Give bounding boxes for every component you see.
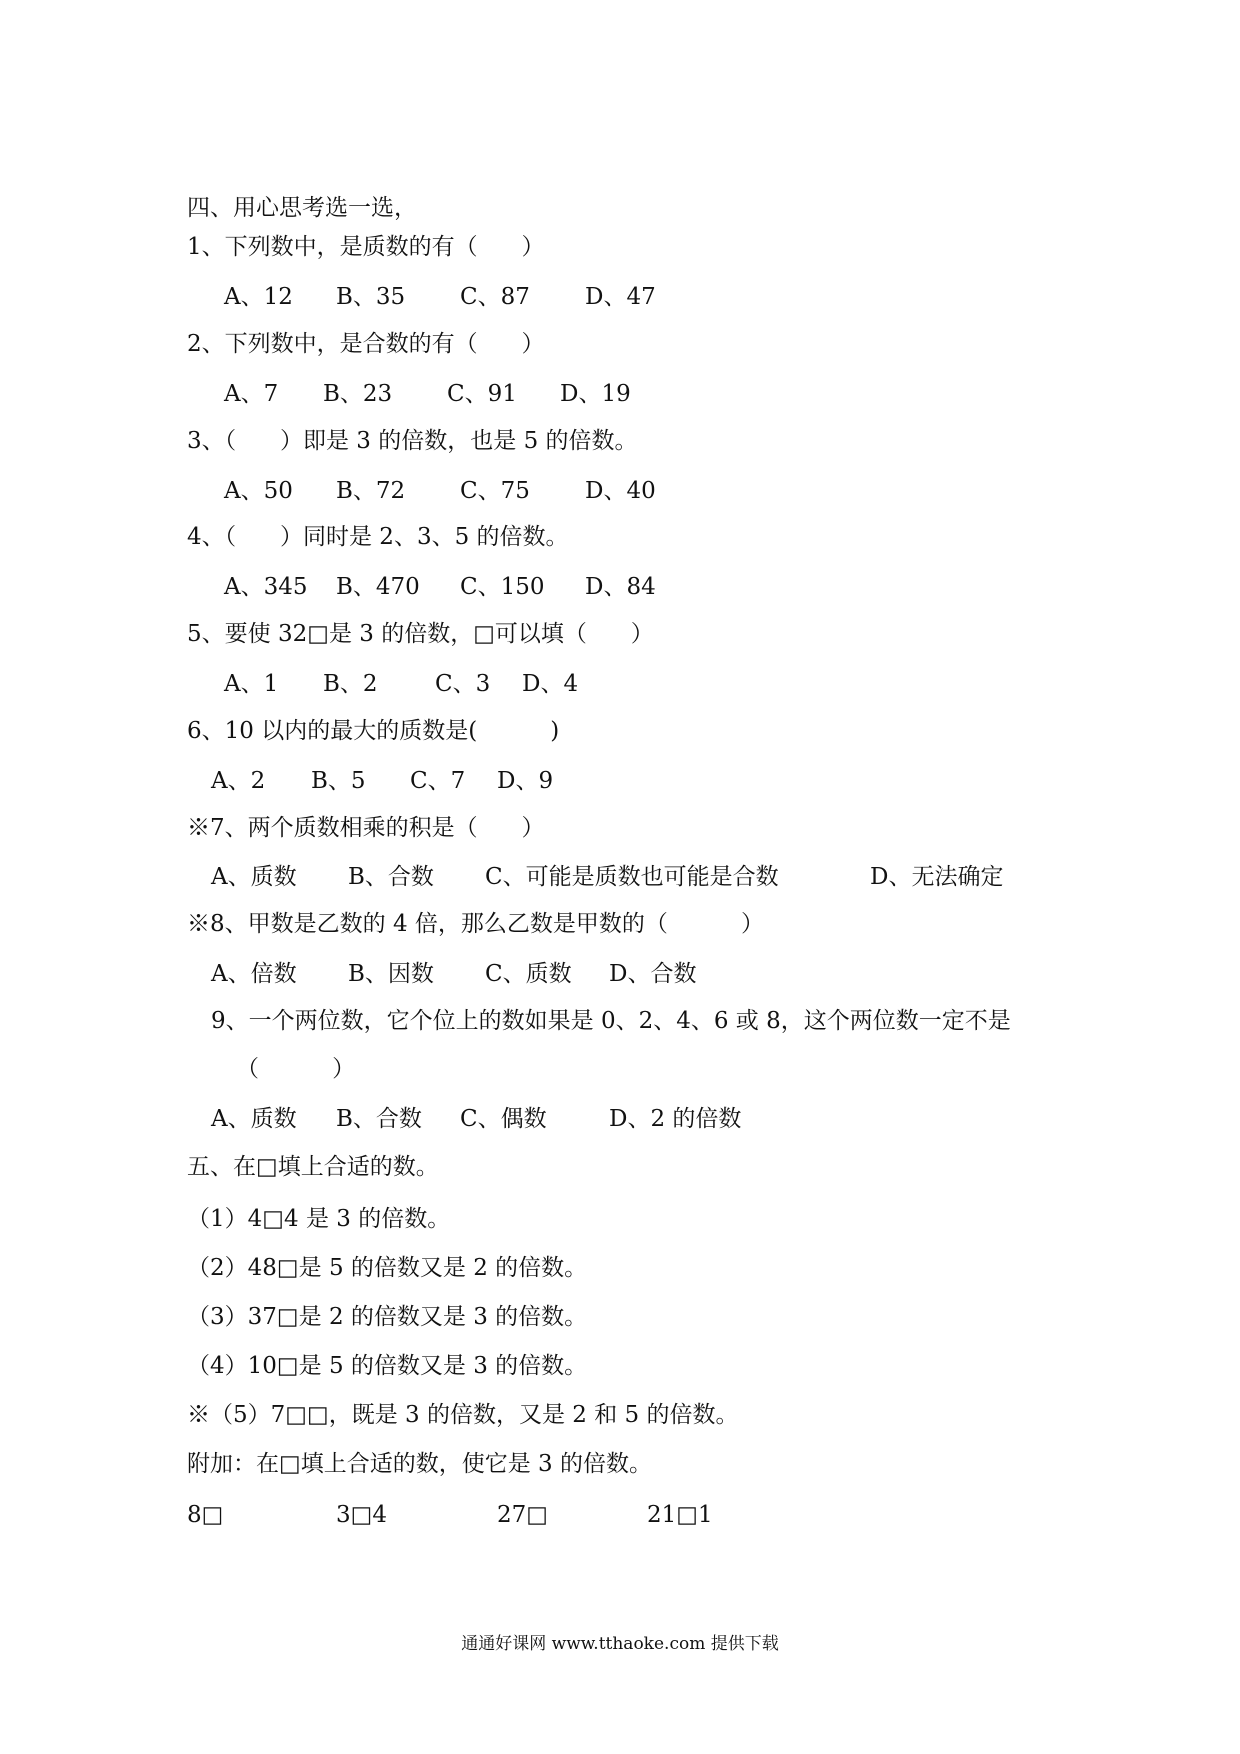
question-2-option-a: A、7 — [224, 381, 279, 407]
question-9-option-c: C、偶数 — [460, 1106, 547, 1132]
question-8-option-a: A、倍数 — [211, 961, 297, 987]
question-9-blank: （ ） — [236, 1056, 356, 1082]
question-4-option-c: C、150 — [460, 574, 545, 600]
question-3-option-d: D、40 — [585, 478, 656, 504]
question-6-option-c: C、7 — [410, 768, 466, 794]
question-3-option-b: B、72 — [336, 478, 406, 504]
question-2-stem: 2、下列数中，是合数的有（ ） — [187, 331, 545, 357]
question-9-option-a: A、质数 — [211, 1106, 297, 1132]
section5-item-2: （2）48□是 5 的倍数又是 2 的倍数。 — [187, 1255, 588, 1281]
question-1-option-a: A、12 — [224, 284, 293, 310]
section5-item-5: ※（5）7□□，既是 3 的倍数，又是 2 和 5 的倍数。 — [187, 1402, 739, 1428]
question-3-stem: 3、（ ）即是 3 的倍数，也是 5 的倍数。 — [187, 428, 638, 454]
section5-item-4: （4）10□是 5 的倍数又是 3 的倍数。 — [187, 1353, 588, 1379]
extra-item-1: 8□ — [187, 1502, 224, 1528]
question-7-option-a: A、质数 — [211, 864, 297, 890]
question-7-option-b: B、合数 — [348, 864, 434, 890]
question-2-option-d: D、19 — [560, 381, 631, 407]
question-8-option-c: C、质数 — [485, 961, 572, 987]
section5-item-1: （1）4□4 是 3 的倍数。 — [187, 1206, 451, 1232]
question-1-stem: 1、下列数中，是质数的有（ ） — [187, 234, 545, 260]
question-5-option-a: A、1 — [224, 671, 279, 697]
question-6-stem: 6、10 以内的最大的质数是( ) — [187, 718, 560, 744]
question-2-option-c: C、91 — [447, 381, 517, 407]
question-2-option-b: B、23 — [323, 381, 393, 407]
question-4-stem: 4、（ ）同时是 2、3、5 的倍数。 — [187, 524, 569, 550]
question-9-stem: 9、一个两位数，它个位上的数如果是 0、2、4、6 或 8，这个两位数一定不是 — [211, 1008, 1011, 1034]
question-4-option-b: B、470 — [336, 574, 420, 600]
footer-source-text: 通通好课网 www.tthaoke.com 提供下载 — [461, 1634, 779, 1654]
question-4-option-a: A、345 — [224, 574, 308, 600]
section4-title: 四、用心思考选一选， — [187, 195, 417, 221]
section5-item-3: （3）37□是 2 的倍数又是 3 的倍数。 — [187, 1304, 588, 1330]
question-6-option-d: D、9 — [497, 768, 554, 794]
question-8-option-b: B、因数 — [348, 961, 434, 987]
question-5-option-d: D、4 — [522, 671, 579, 697]
question-6-option-a: A、2 — [211, 768, 266, 794]
question-7-stem: ※7、两个质数相乘的积是（ ） — [187, 815, 545, 841]
question-4-option-d: D、84 — [585, 574, 656, 600]
extra-item-4: 21□1 — [647, 1502, 713, 1528]
question-7-option-c: C、可能是质数也可能是合数 — [485, 864, 779, 890]
question-3-option-c: C、75 — [460, 478, 530, 504]
question-7-option-d: D、无法确定 — [870, 864, 1004, 890]
question-1-option-d: D、47 — [585, 284, 656, 310]
question-1-option-b: B、35 — [336, 284, 406, 310]
extra-item-2: 3□4 — [336, 1502, 387, 1528]
extra-item-3: 27□ — [497, 1502, 548, 1528]
question-9-option-b: B、合数 — [336, 1106, 422, 1132]
question-6-option-b: B、5 — [311, 768, 366, 794]
question-9-option-d: D、2 的倍数 — [609, 1106, 742, 1132]
question-5-stem: 5、要使 32□是 3 的倍数，□可以填（ ） — [187, 621, 654, 647]
section5-title: 五、在□填上合适的数。 — [187, 1154, 439, 1180]
question-3-option-a: A、50 — [224, 478, 293, 504]
extra-title: 附加：在□填上合适的数，使它是 3 的倍数。 — [187, 1451, 652, 1477]
question-5-option-c: C、3 — [435, 671, 491, 697]
question-8-stem: ※8、甲数是乙数的 4 倍，那么乙数是甲数的（ ） — [187, 911, 764, 937]
question-1-option-c: C、87 — [460, 284, 530, 310]
question-8-option-d: D、合数 — [609, 961, 697, 987]
question-5-option-b: B、2 — [323, 671, 378, 697]
